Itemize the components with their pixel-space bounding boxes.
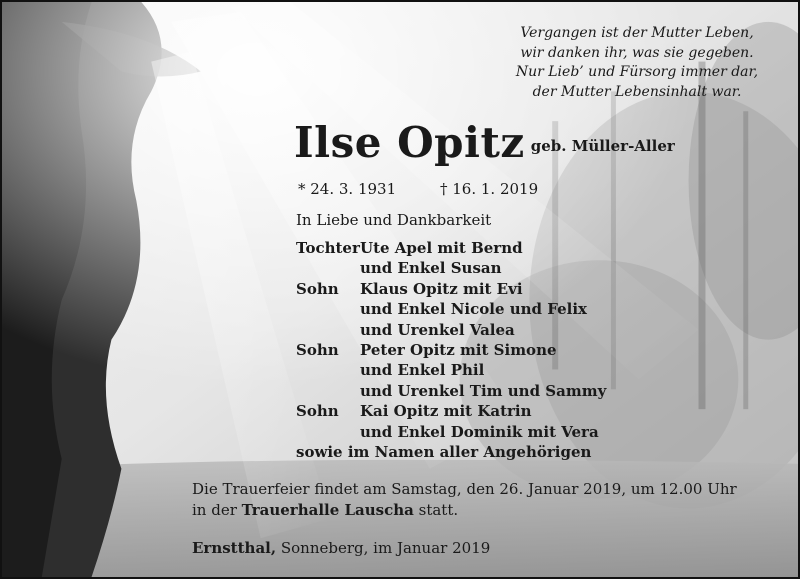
place-and-date <box>192 539 490 557</box>
dedication-line: In Liebe und Dankbarkeit <box>296 211 492 229</box>
family-members: Ute Apel mit Bernd <box>360 239 523 257</box>
family-members: Kai Opitz mit Katrin <box>360 402 532 421</box>
poem-line: Vergangen ist der Mutter Leben, <box>520 25 754 41</box>
family-members: und Urenkel Valea <box>360 320 515 339</box>
deceased-name-row <box>294 118 675 167</box>
location-suffix: statt. <box>413 501 459 519</box>
poem-line: wir danken ihr, was sie gegeben. <box>520 44 754 61</box>
family-members: Peter Opitz mit Simone <box>360 340 557 359</box>
family-members: und Enkel Susan <box>360 259 502 278</box>
family-members: und Enkel Phil <box>360 361 485 380</box>
family-relation: Sohn <box>296 340 339 359</box>
place-date-rest: Sonneberg, im Januar 2019 <box>276 539 491 557</box>
funeral-info <box>192 479 737 521</box>
family-members: und Enkel Nicole und Felix <box>360 300 587 319</box>
funeral-location-line <box>192 500 737 521</box>
poem-line: der Mutter Lebensinhalt war. <box>532 83 742 100</box>
family-relation: Tochter <box>296 239 360 257</box>
maiden-name: geb. Müller-Aller <box>530 137 675 155</box>
location-prefix: in der <box>192 501 242 519</box>
family-members: und Enkel Dominik mit Vera <box>360 422 599 441</box>
birth-date: * 24. 3. 1931 <box>298 180 397 198</box>
family-relation: Sohn <box>296 279 339 298</box>
family-members: Klaus Opitz mit Evi <box>360 279 523 298</box>
funeral-date-line: Die Trauerfeier findet am Samstag, den 26. Januar 2019, um 12.00 Uhr <box>192 480 737 498</box>
poem-line: Nur Lieb’ und Fürsorg immer dar, <box>515 64 759 80</box>
family-members: und Urenkel Tim und Sammy <box>360 381 607 400</box>
closing-line: sowie im Namen aller Angehörigen <box>296 442 592 461</box>
memorial-poem <box>487 24 787 102</box>
death-date: † 16. 1. 2019 <box>440 180 539 198</box>
place-name: Ernstthal, <box>192 539 277 557</box>
funeral-location: Trauerhalle Lauscha <box>241 501 414 519</box>
deceased-name: Ilse Opitz <box>294 118 525 167</box>
family-relation: Sohn <box>296 402 339 421</box>
